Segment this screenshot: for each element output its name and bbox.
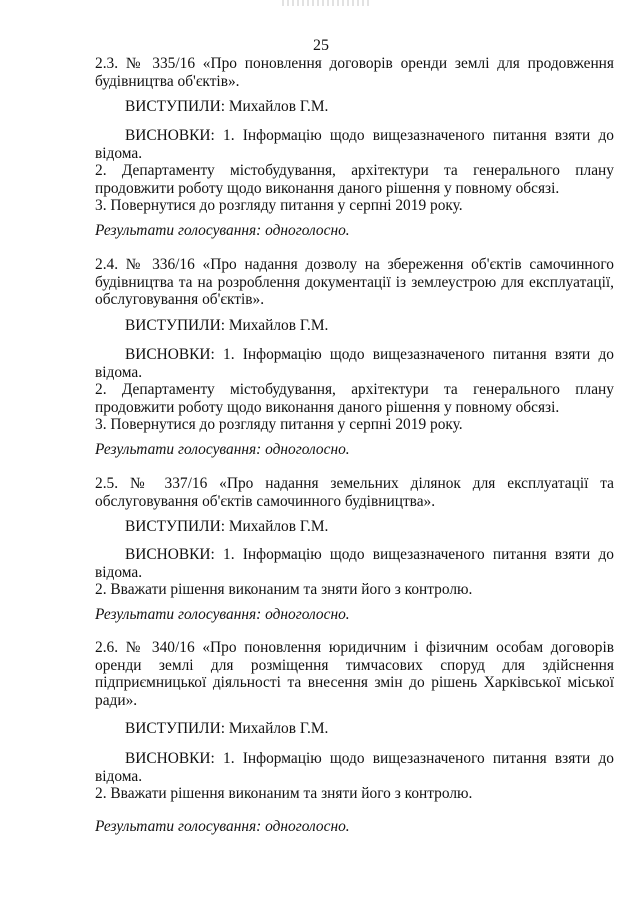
item-heading-2-5	[95, 475, 614, 510]
conclusion-line: відома.	[95, 767, 143, 785]
conclusion-line: продовжити роботу щодо виконання даного рішення у повному обсязі.	[95, 398, 560, 416]
conclusion-line: відома.	[95, 363, 143, 381]
heading-line: обслуговування об'єктів».	[95, 291, 265, 308]
heading-line: 2.3. № 335/16 «Про поновлення договорів оренди землі для продовження	[95, 55, 614, 72]
conclusion-line: 2. Департаменту містобудування, архітектури та генерального плану	[95, 162, 614, 179]
conclusion-line: 2. Вважати рішення виконаним та зняти його з контролю.	[95, 785, 473, 802]
conclusion-line: ВИСНОВКИ: 1. Інформацію щодо вищезазначеного питання взяти до	[125, 127, 614, 144]
item-heading-2-3	[95, 55, 614, 90]
heading-line: 2.5. № 337/16 «Про надання земельних ділянок для експлуатації та	[95, 475, 614, 492]
heading-line: будівництва об'єктів».	[95, 72, 240, 90]
conclusion-line: відома.	[95, 144, 143, 162]
speaker-line: ВИСТУПИЛИ: Михайлов Г.М.	[125, 720, 329, 737]
voting-result: Результати голосування: одноголосно.	[95, 818, 350, 835]
voting-result: Результати голосування: одноголосно.	[95, 606, 350, 623]
scan-artifact	[282, 0, 372, 6]
conclusion-line: відома.	[95, 563, 143, 581]
heading-line: оренди землі для розміщення тимчасових споруд для здійснення	[95, 656, 614, 674]
conclusion-line: продовжити роботу щодо виконання даного рішення у повному обсязі.	[95, 179, 560, 197]
conclusions-2-6	[95, 750, 614, 803]
speaker-line: ВИСТУПИЛИ: Михайлов Г.М.	[125, 518, 329, 535]
conclusion-line: ВИСНОВКИ: 1. Інформацію щодо вищезазначеного питання взяти до	[125, 546, 614, 563]
conclusions-2-5	[95, 546, 614, 599]
speaker-line: ВИСТУПИЛИ: Михайлов Г.М.	[125, 98, 329, 115]
heading-line: обслуговування об'єктів самочинного будівництва».	[95, 492, 436, 510]
conclusion-line: 2. Вважати рішення виконаним та зняти його з контролю.	[95, 581, 473, 598]
conclusion-line: 2. Департаменту містобудування, архітектури та генерального плану	[95, 381, 614, 398]
voting-result: Результати голосування: одноголосно.	[95, 222, 350, 239]
heading-line: 2.6. № 340/16 «Про поновлення юридичним і фізичним особам договорів	[95, 639, 614, 656]
heading-line: ради».	[95, 691, 138, 709]
page-number: 25	[313, 37, 329, 54]
item-heading-2-4	[95, 256, 614, 309]
heading-line: підприємницької діяльності та внесення змін до рішень Харківської міської	[95, 674, 614, 691]
item-heading-2-6	[95, 639, 614, 709]
conclusions-2-3	[95, 127, 614, 215]
conclusion-line: ВИСНОВКИ: 1. Інформацію щодо вищезазначеного питання взяти до	[125, 346, 614, 363]
heading-line: 2.4. № 336/16 «Про надання дозволу на збереження об'єктів самочинного	[95, 256, 614, 273]
heading-line: будівництва та на розроблення документації із землеустрою для експлуатації,	[95, 273, 614, 291]
speaker-line: ВИСТУПИЛИ: Михайлов Г.М.	[125, 317, 329, 334]
conclusion-line: 3. Повернутися до розгляду питання у серпні 2019 року.	[95, 197, 463, 214]
voting-result: Результати голосування: одноголосно.	[95, 441, 350, 458]
conclusion-line: ВИСНОВКИ: 1. Інформацію щодо вищезазначеного питання взяти до	[125, 750, 614, 767]
conclusion-line: 3. Повернутися до розгляду питання у серпні 2019 року.	[95, 416, 463, 433]
conclusions-2-4	[95, 346, 614, 434]
